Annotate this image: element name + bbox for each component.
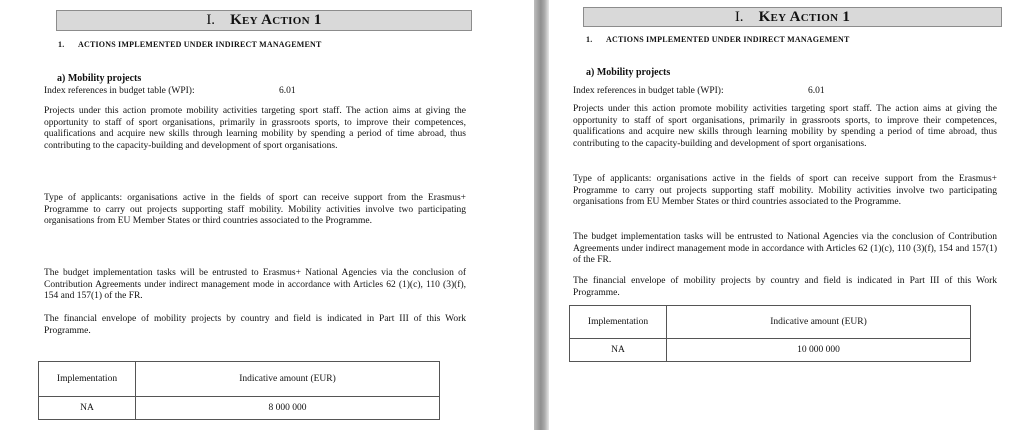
paragraph-budget-tasks: The budget implementation tasks will be entrusted to National Agencies via the conclusion of Contribution Agreements under indirect management mode in accordance with Articles 62 (1)(c), 110 (3)(f), 154 and 157(1) of the FR.: [573, 232, 997, 265]
document-page-right: [549, 0, 1024, 430]
budget-table: [569, 305, 971, 362]
paragraph-applicants: Type of applicants: organisations active in the fields of sport can receive support from the Erasmus+ Programme to carry out projects supporting staff mobility. Mobility activities involve two participating organisations from EU Member States or third countries associated to the Programme.: [573, 174, 997, 207]
table-cell-amount: 10 000 000: [667, 339, 971, 362]
index-label: Index references in budget table (WPI):: [44, 86, 195, 96]
table-cell-amount: 8 000 000: [136, 397, 440, 420]
section-title: Key Action 1: [230, 12, 322, 28]
subsection-title: ACTIONS IMPLEMENTED UNDER INDIRECT MANAGEMENT: [78, 40, 322, 49]
section-header: [583, 7, 1002, 27]
budget-table: [38, 361, 440, 420]
table-header-implementation: Implementation: [39, 362, 136, 397]
mobility-projects-heading: a) Mobility projects: [57, 73, 142, 84]
paragraph-description: Projects under this action promote mobility activities targeting sport staff. The action aims at giving the opportunity to staff of sport organisations, primarily in grassroots sports, to improve their competences, qualifications and acquire new skills through learning mobility by spending a period of time abroad, thus contributing to the capacity-building and development of sport organisations.: [573, 104, 997, 149]
section-numeral: I.: [206, 12, 216, 28]
subsection-number: 1.: [58, 40, 65, 49]
table-cell-implementation: NA: [39, 397, 136, 420]
section-header: [56, 10, 472, 31]
table-cell-implementation: NA: [570, 339, 667, 362]
paragraph-budget-tasks: The budget implementation tasks will be entrusted to Erasmus+ National Agencies via the conclusion of Contribution Agreements under indirect management mode in accordance with Articles 62 (1)(c), 110 (3)(f), 154 and 157(1) of the FR.: [44, 268, 466, 301]
section-title: Key Action 1: [758, 9, 851, 25]
page-gutter: [534, 0, 549, 430]
index-label: Index references in budget table (WPI):: [573, 86, 724, 96]
paragraph-description: Projects under this action promote mobility activities targeting sport staff. The action aims at giving the opportunity to staff of sport organisations, primarily in grassroots sports, to improve their competences, qualifications and acquire new skills through learning mobility by spending a period of time abroad, thus contributing to the capacity-building and development of sport organisations.: [44, 106, 466, 151]
table-header-implementation: Implementation: [570, 306, 667, 339]
table-row: [570, 339, 971, 362]
paragraph-financial-envelope: The financial envelope of mobility projects by country and field is indicated in Part III of this Work Programme.: [573, 276, 997, 298]
table-header-amount: Indicative amount (EUR): [667, 306, 971, 339]
section-numeral: I.: [734, 9, 744, 25]
index-value: 6.01: [279, 86, 296, 96]
paragraph-applicants: Type of applicants: organisations active in the fields of sport can receive support from the Erasmus+ Programme to carry out projects supporting staff mobility. Mobility activities involve two participating organisations from EU Member States or third countries associated to the Programme.: [44, 193, 466, 226]
subsection-title-row: [586, 35, 850, 44]
table-row: [39, 362, 440, 397]
mobility-projects-heading: a) Mobility projects: [586, 67, 671, 78]
index-value: 6.01: [808, 86, 825, 96]
subsection-title: ACTIONS IMPLEMENTED UNDER INDIRECT MANAGEMENT: [606, 35, 850, 44]
index-reference-line: [44, 86, 464, 96]
table-row: [570, 306, 971, 339]
table-header-amount: Indicative amount (EUR): [136, 362, 440, 397]
paragraph-financial-envelope: The financial envelope of mobility projects by country and field is indicated in Part III of this Work Programme.: [44, 314, 466, 336]
index-reference-line: [573, 86, 993, 96]
subsection-number: 1.: [586, 35, 593, 44]
subsection-title-row: [58, 40, 322, 49]
table-row: [39, 397, 440, 420]
